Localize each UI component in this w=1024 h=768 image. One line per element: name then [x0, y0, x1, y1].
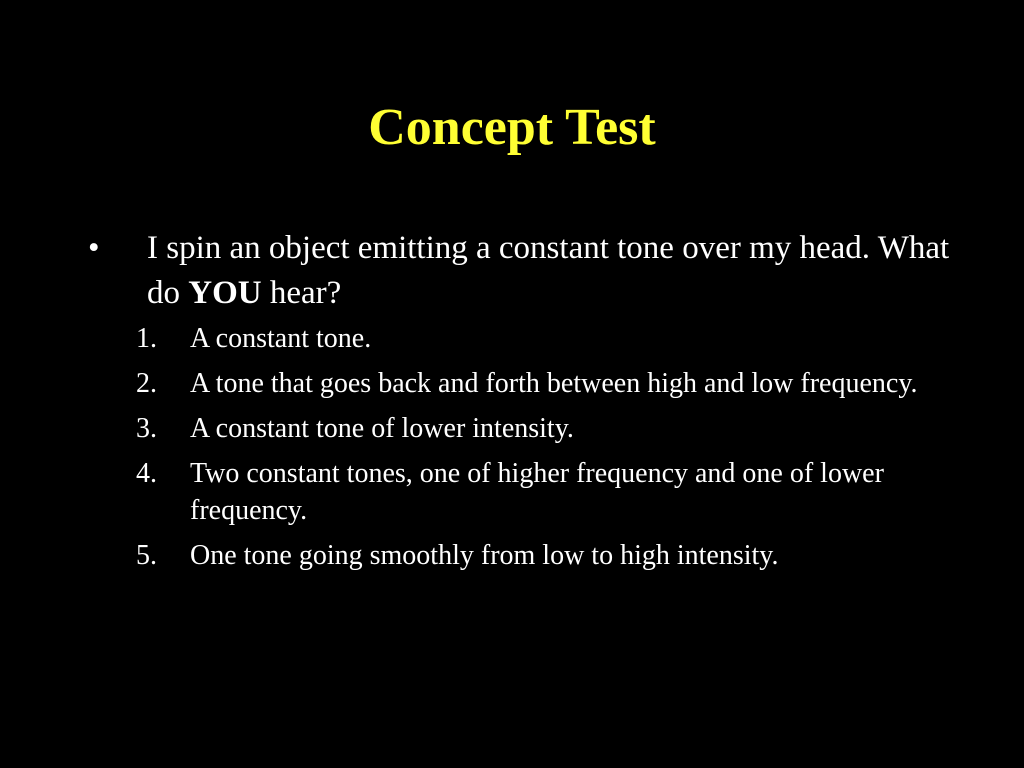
answer-option-5 — [136, 537, 956, 574]
question-bullet — [88, 226, 958, 316]
answer-options — [136, 320, 956, 582]
option-number: 2. — [136, 368, 157, 399]
option-text: A constant tone. — [190, 323, 372, 354]
question-text — [147, 226, 958, 316]
option-text: Two constant tones, one of higher frequency and one of lower frequency. — [190, 458, 884, 526]
option-number: 3. — [136, 413, 157, 444]
option-text: A constant tone of lower intensity. — [190, 413, 574, 444]
question-text-before: I spin an object emitting a constant tone over my head. What do — [147, 230, 950, 311]
option-text: One tone going smoothly from low to high intensity. — [190, 540, 779, 571]
option-text: A tone that goes back and forth between high and low frequency. — [190, 368, 918, 399]
bullet-marker: • — [88, 230, 100, 266]
option-number: 1. — [136, 323, 157, 354]
question-text-after: hear? — [261, 275, 342, 311]
answer-option-3 — [136, 410, 956, 447]
option-number: 5. — [136, 540, 157, 571]
option-number: 4. — [136, 458, 157, 489]
answer-option-4 — [136, 455, 956, 529]
question-emphasis: YOU — [188, 275, 262, 311]
answer-option-2 — [136, 365, 956, 402]
answer-option-1 — [136, 320, 956, 357]
slide-title: Concept Test — [368, 99, 656, 156]
